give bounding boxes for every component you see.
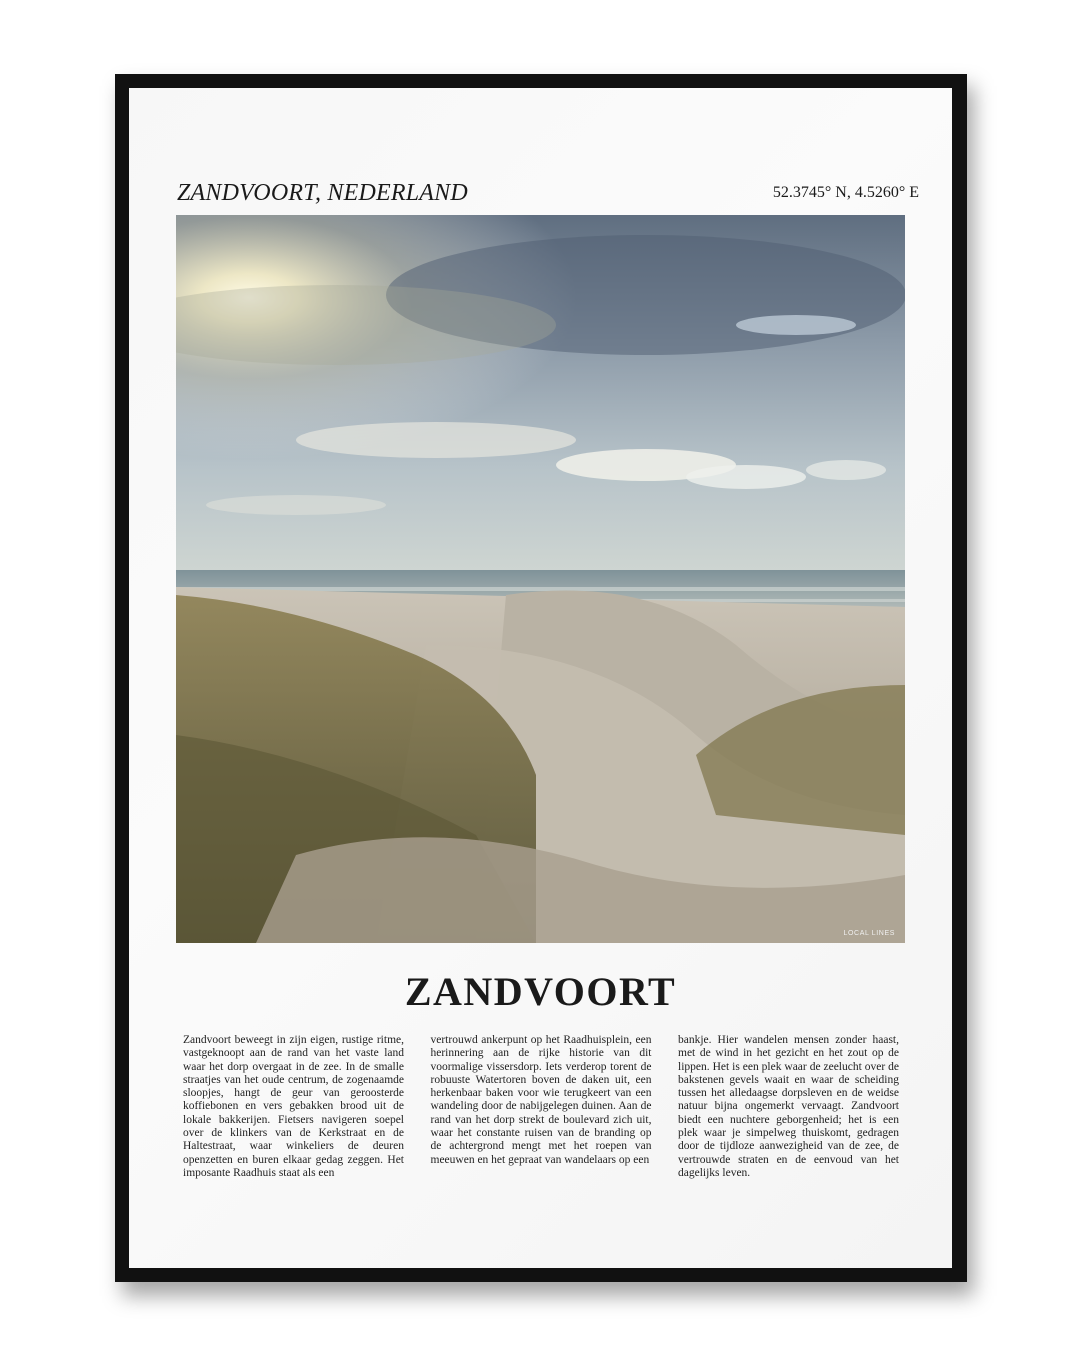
text-column-1: Zandvoort beweegt in zijn eigen, rustige ritme, vastgeknoopt aan de rand van het vaste land waar het dorp overgaat in de zee. In de smalle straatjes van het oude centrum, de zogenaamde sloopjes, hangt de geur van geroosterde koffiebonen en vers gebakken brood uit de lokale bakkerijen. Fietsers navigeren soepel over de klinkers van de Kerkstraat en de Haltestraat, waar winkeliers de deuren openzetten en buren elkaar gedag zeggen. Het imposante Raadhuis staat als een	[183, 1034, 404, 1179]
text-column-3: bankje. Hier wandelen mensen zonder haast, met de wind in het gezicht en het zout op de lippen. Het is een plek waar de zeelucht over de bakstenen gevels waait en waar de scheiding tussen het alledaagse dorpsleven en de weidse natuur bijna ongemerkt vervaagt. Zandvoort biedt een nuchtere geborgenheid; het is een plek waar je simpelweg thuiskomt, gedragen door de tijdloze aanwezigheid van de zee, de vertrouwde straten en de eenvoud van het dagelijks leven.	[678, 1034, 899, 1179]
landscape-photo	[176, 215, 905, 943]
text-column-2: vertrouwd ankerpunt op het Raadhuisplein, een herinnering aan de rijke historie van dit voormalige vissersdorp. Iets verderop torent de robuuste Watertoren boven de daken uit, een herkenbaar baken voor wie terugkeert van een wandeling door de nabijgelegen duinen. Aan de rand van het dorp strekt de boulevard zich uit, waar het constante ruisen van de branding op de achtergrond mengt met het roepen van meeuwen en het gepraat van wandelaars op een	[430, 1034, 652, 1166]
poster-frame	[115, 74, 967, 1282]
poster-title: ZANDVOORT	[404, 969, 677, 1014]
coordinates-text: 52.3745° N, 4.5260° E	[772, 184, 919, 201]
location-heading: ZANDVOORT, NEDERLAND	[177, 180, 468, 206]
photo-credit: LOCAL LINES	[843, 930, 895, 937]
text-columns	[183, 1034, 899, 1180]
poster-paper	[129, 88, 952, 1268]
